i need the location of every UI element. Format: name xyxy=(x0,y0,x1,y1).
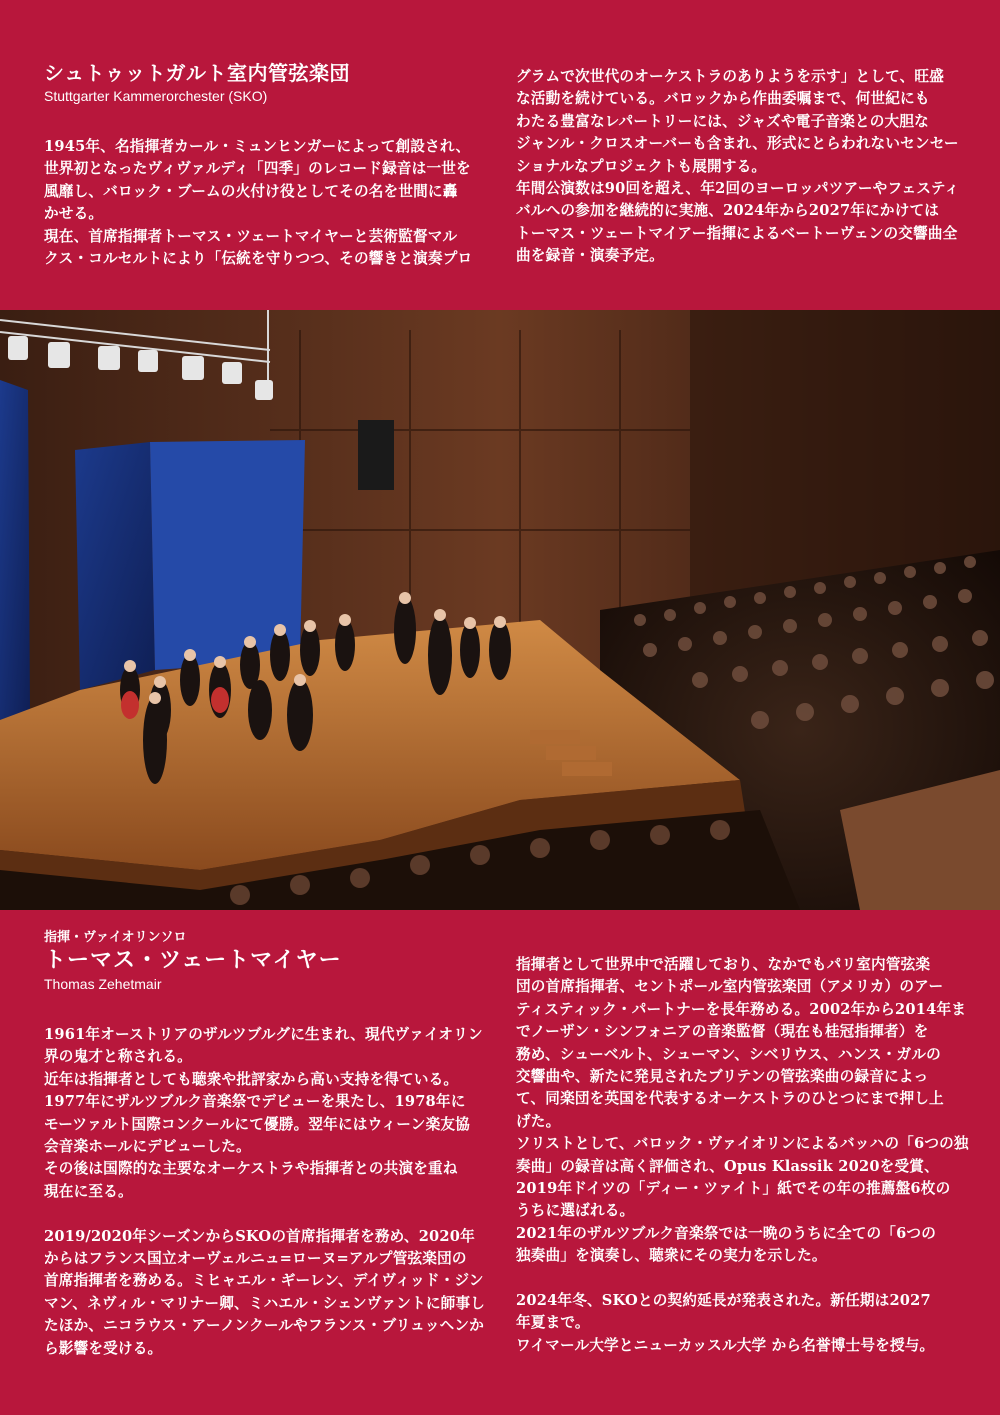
text-line: ソリストとして、バロック・ヴァイオリンによるバッハの「6つの独 xyxy=(516,1135,969,1153)
text-line: 年間公演数は90回を超え、年2回のヨーロッパツアーやフェスティ xyxy=(516,180,960,198)
orchestra-right-column xyxy=(516,66,966,268)
text-line: わたる豊富なレパートリーには、ジャズや電子音楽との大胆な xyxy=(516,112,929,130)
text-line: ショナルなプロジェクトも展開する。 xyxy=(516,157,767,175)
text-line: 会音楽ホールにデビューした。 xyxy=(44,1138,251,1156)
text-line: ら影響を受ける。 xyxy=(44,1339,163,1357)
text-line: 1945年、名指揮者カール・ミュンヒンガーによって創設され、 xyxy=(44,138,471,155)
text-line: マン、ネヴィル・マリナー卿、ミハエル・シェンヴァントに師事し xyxy=(44,1294,486,1312)
conductor-paragraph-left-1 xyxy=(44,1024,494,1203)
text-line: 首席指揮者を務める。ミヒャエル・ギーレン、デイヴィッド・ジン xyxy=(44,1272,484,1290)
text-line: 年夏まで。 xyxy=(516,1314,590,1332)
text-line: 指揮者として世界中で活躍しており、なかでもパリ室内管弦楽 xyxy=(516,956,931,973)
conductor-section xyxy=(0,910,1000,1415)
orchestra-paragraph-right xyxy=(516,66,966,268)
text-line: クス・コルセルトにより「伝統を守りつつ、その響きと演奏プロ xyxy=(44,250,473,268)
text-line: 現在に至る。 xyxy=(44,1182,133,1200)
text-line: て、同楽団を英国を代表するオーケストラのひとつにまで押し上 xyxy=(516,1090,944,1108)
text-line: 1977年にザルツブルク音楽祭でデビューを果たし、1978年に xyxy=(44,1093,466,1111)
text-line: 1961年オーストリアのザルツブルグに生まれ、現代ヴァイオリン xyxy=(44,1026,483,1043)
text-line: たほか、ニコラウス・アーノンクールやフランス・ブリュッヘンか xyxy=(44,1317,485,1335)
text-line: な活動を続けている。バロックから作曲委嘱まで、何世紀にも xyxy=(516,90,930,108)
text-line: ワイマール大学とニューカッスル大学 から名誉博士号を授与。 xyxy=(516,1336,935,1354)
orchestra-title: シュトゥットガルト室内管弦楽団 xyxy=(44,61,350,85)
text-line: 独奏曲」を演奏し、聴衆にその実力を示した。 xyxy=(516,1247,827,1265)
text-line: 世界初となったヴィヴァルディ「四季」のレコード録音は一世を xyxy=(44,160,471,178)
orchestra-paragraph-left xyxy=(44,136,484,270)
text-line: 現在、首席指揮者トーマス・ツェートマイヤーと芸術監督マル xyxy=(44,227,458,245)
conductor-name: トーマス・ツェートマイヤー xyxy=(44,947,342,973)
orchestra-left-column xyxy=(44,60,484,270)
conductor-left-column xyxy=(44,930,494,1360)
orchestra-title-en: Stuttgarter Kammerorchester (SKO) xyxy=(44,88,268,104)
conductor-paragraph-left-2 xyxy=(44,1226,494,1360)
conductor-name-en: Thomas Zehetmair xyxy=(44,976,162,992)
text-line: バルへの参加を継続的に実施、2024年から2027年にかけては xyxy=(516,202,940,220)
text-line: でノーザン・シンフォニアの音楽監督（現在も桂冠指揮者）を xyxy=(516,1023,929,1041)
text-line: トーマス・ツェートマイアー指揮によるベートーヴェンの交響曲全 xyxy=(516,224,958,242)
text-line: 務め、シューベルト、シューマン、シベリウス、ハンス・ガルの xyxy=(516,1045,941,1063)
text-line: げた。 xyxy=(516,1112,561,1130)
conductor-paragraph-right-1 xyxy=(516,954,969,1268)
text-line: 2021年のザルツブルク音楽祭では一晩のうちに全ての「6つの xyxy=(516,1224,937,1242)
orchestra-section xyxy=(0,0,1000,310)
text-line: グラムで次世代のオーケストラのありようを示す」として、旺盛 xyxy=(516,68,944,85)
conductor-right-column xyxy=(516,954,969,1357)
conductor-role: 指揮・ヴァイオリンソロ xyxy=(44,930,187,945)
concert-hall-photo xyxy=(0,310,1000,910)
text-line: 交響曲や、新たに発見されたブリテンの管弦楽曲の録音によっ xyxy=(516,1068,929,1086)
text-line: 近年は指揮者としても聴衆や批評家から高い支持を得ている。 xyxy=(44,1070,459,1088)
conductor-paragraph-right-2 xyxy=(516,1290,966,1357)
text-line: からはフランス国立オーヴェルニュ=ローヌ=アルプ管弦楽団の xyxy=(44,1250,467,1268)
text-line: 界の鬼才と称される。 xyxy=(44,1048,192,1066)
text-line: 2019年ドイツの「ディー・ツァイト」紙でその年の推薦盤6枚の xyxy=(516,1180,951,1198)
text-line: 2019/2020年シーズンからSKOの首席指揮者を務め、2020年 xyxy=(44,1227,475,1245)
text-line: ジャンル・クロスオーバーも含まれ、形式にとらわれないセンセー xyxy=(516,135,959,153)
text-line: モーツァルト国際コンクールにて優勝。翌年にはウィーン楽友協 xyxy=(44,1115,470,1133)
concert-hall-illustration xyxy=(0,310,1000,910)
text-line: 団の首席指揮者、セントポール室内管弦楽団（アメリカ）のアー xyxy=(516,978,944,996)
text-line: 風靡し、バロック・ブームの火付け役としてその名を世間に轟 xyxy=(44,182,458,200)
text-line: 曲を録音・演奏予定。 xyxy=(516,247,664,265)
text-line: 奏曲」の録音は高く評価され、Opus Klassik 2020を受賞、 xyxy=(516,1157,939,1175)
text-line: 2024年冬、SKOとの契約延長が発表された。新任期は2027 xyxy=(516,1292,931,1310)
text-line: かせる。 xyxy=(44,205,104,223)
text-line: うちに選ばれる。 xyxy=(516,1202,635,1220)
text-line: ティスティック・パートナーを長年務める。2002年から2014年ま xyxy=(516,1000,967,1018)
text-line: その後は国際的な主要なオーケストラや指揮者との共演を重ね xyxy=(44,1160,458,1178)
